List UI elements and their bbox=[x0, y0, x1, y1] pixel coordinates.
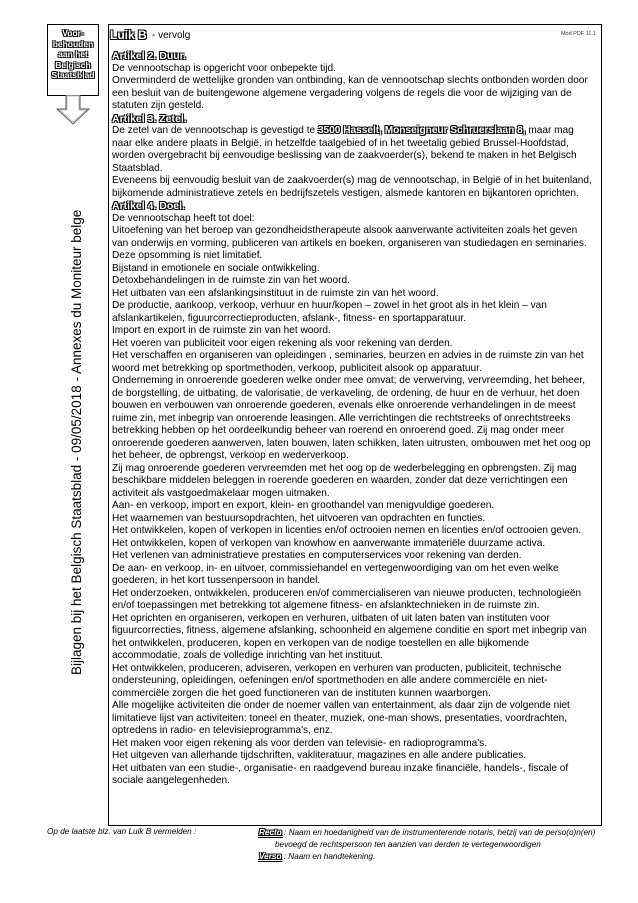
footer-instruction: Op de laatste blz. van Luik B vermelden : bbox=[47, 827, 197, 836]
purpose-list bbox=[112, 213, 596, 788]
purpose-paragraph: Het onderzoeken, ontwikkelen, produceren en/of commercialiseren van nieuwe producten, technologieën en/of toepassingen met betrekking tot algemene fitness- en afslanktechnieken in de ruimste zin. bbox=[112, 587, 582, 611]
footer-verso-line bbox=[259, 851, 609, 863]
page-header bbox=[110, 28, 600, 44]
purpose-paragraph: Onderneming in onroerende goederen welke onder mee omvat; de verwerving, vervreemding, het beheer, de borgstelling, de uitbating, de valorisatie, de verkaveling, de ordening, de huur en de verhuur, het doen bouwen en verbouwen van onroerende goederen, evenals elke onroerende verhandelingen in de meest ruime zin, met inbegrip van onroerende leasingen. Alle verrichtingen die rechtstreeks of onrechtstreeks betrekking hebben op het oordeelkundig beheer van roerend en onroerend goed. Zij mag onder meer onroerende goederen aanwerven, laten bouwen, laten schikken, laten uitrusten, ombouwen met het oog op het beheer, de opbrengst, verkoop en wederverkoop. bbox=[112, 375, 591, 461]
paragraph: Eveneens bij eenvoudig besluit van de zaakvoerder(s) mag de vennootschap, in België of in het buitenland, bijkomende administratieve zetels en bedrijfszetels vestigen, alsmede kantoren en bijkantoren oprichten. bbox=[112, 175, 592, 199]
reserved-box-line: aan het bbox=[58, 49, 88, 59]
paragraph bbox=[112, 125, 596, 175]
purpose-paragraph: Het voeren van publiciteit voor eigen rekening als voor rekening van derden. bbox=[112, 337, 453, 349]
footer-recto-line2: bevoegd de rechtspersoon ten aanzien van derden te vertegenwoordigen bbox=[275, 840, 541, 849]
purpose-paragraph: Detoxbehandelingen in de ruimste zin van het woord. bbox=[112, 275, 350, 286]
purpose-paragraph: Het maken voor eigen rekening als voor derden van televisie- en radioprogramma's. bbox=[112, 737, 488, 749]
purpose-paragraph: Het ontwikkelen, kopen of verkopen van knowhow en aanverwante immateriële duurzame activa. bbox=[112, 537, 546, 549]
purpose-paragraph: Het waarnemen van bestuursopdrachten, het uitvoeren van opdrachten en functies. bbox=[112, 512, 486, 524]
purpose-paragraph: Het verschaffen en organiseren van opleidingen , seminaries, beurzen en advies in de ruimste zin van het woord met betrekking op sportmethoden, verkoop, publiciteit alsook op apparatuur. bbox=[112, 350, 584, 374]
purpose-paragraph: Uitoefening van het beroep van gezondheidstherapeute alsook aanverwante activiteiten zoals het geven van onderwijs en vorming, publiceren van artikels en boeken, organiseren van studiedagen en seminaries. Deze opsomming is niet limitatief. bbox=[112, 225, 587, 261]
purpose-paragraph: Bijstand in emotionele en sociale ontwikkeling. bbox=[112, 262, 320, 274]
purpose-paragraph: Aan- en verkoop, import en export, klein- en groothandel van menigvuldige goederen. bbox=[112, 500, 495, 511]
paragraph: Onverminderd de wettelijke gronden van ontbinding, kan de vennootschap slechts ontbonden worden door een besluit van de buitengewone algemene vergadering volgens de regels die voor de wijziging van de statuten zijn gesteld. bbox=[112, 75, 588, 111]
recto-label: Recto bbox=[259, 828, 282, 837]
document-body bbox=[112, 50, 596, 788]
purpose-paragraph: De vennootschap heeft tot doel: bbox=[112, 212, 255, 224]
purpose-paragraph: Het verlenen van administratieve prestaties en computerservices voor rekening van derden. bbox=[112, 550, 522, 561]
article-heading: Artikel 3. Zetel. bbox=[112, 112, 187, 125]
footer-notes bbox=[259, 827, 609, 863]
section-title: Luik B bbox=[110, 28, 147, 42]
reserved-box-line: behouden bbox=[52, 38, 94, 49]
reserved-box-line: Staatsblad bbox=[51, 70, 95, 80]
article-heading: Artikel 4. Doel. bbox=[112, 200, 185, 212]
footer-recto-line bbox=[259, 827, 609, 839]
recto-text: : Naam en hoedanigheid van de instrumenterende notaris, hetzij van de perso(o)n(en) bbox=[281, 828, 596, 837]
form-version: Mod PDF 11.1 bbox=[560, 31, 596, 37]
down-arrow-icon bbox=[53, 95, 93, 125]
publication-reference: Bijlagen bij het Belgisch Staatsblad - 09/05/2018 - Annexes du Moniteur belge bbox=[69, 209, 84, 675]
purpose-paragraph: Alle mogelijke activiteiten die onder de noemer vallen van entertainment, als daar zijn de volgende niet limitatieve lijst van activiteiten: toneel en theater, muziek, one-man shows, presentaties, voordrachten, optredens in radio- en televisieprogramma's, enz. bbox=[112, 700, 570, 736]
purpose-paragraph: Import en export in de ruimste zin van het woord. bbox=[112, 325, 331, 336]
text-run: De zetel van de vennootschap is gevestigd te bbox=[112, 125, 318, 136]
registered-address: 3500 Hasselt, Monseigneur Schruerslaan 8, bbox=[317, 125, 526, 136]
purpose-paragraph: De aan- en verkoop, in- en uitvoer, commissiehandel en vertegenwoordiging van om het even welke goederen, in het kort tussenpersoon in handel. bbox=[112, 562, 559, 586]
text-run: maar mag naar elke andere plaats in België, in hetzelfde taalgebied of in het tweetalig gebied Brussel-Hoofdstad, worden overgebracht bij eenvoudige beslissing van de zaakvoerder(s), bekend te maken in het Belgisch Staatsblad. bbox=[112, 125, 577, 174]
article-heading: Artikel 2. Duur. bbox=[112, 50, 187, 62]
reserved-box-line: Voor- bbox=[62, 28, 84, 38]
purpose-paragraph: Het oprichten en organiseren, verkopen en verhuren, uitbaten of uit laten baten van instituten voor figuurcorrecties, fitness, algemene afslanking, schoonheid en algemene conditie en sport met inbegrip van het ontwikkelen, produceren, kopen en verkopen van de nodige toestellen en alle bijkomende accommodatie, zoals de volledige inrichting van het instituut. bbox=[112, 612, 587, 661]
purpose-paragraph: De productie, aankoop, verkoop, verhuur en huur/kopen – zowel in het groot als in het klein – van afslankartikelen, figuurcorrectieproducten, afslank-, fitness- en sportapparatuur. bbox=[112, 300, 547, 324]
purpose-paragraph: Het uitgeven van allerhande tijdschriften, vakliteratuur, magazines en alle andere publicaties. bbox=[112, 750, 527, 761]
verso-label: Verso bbox=[259, 852, 282, 861]
reserved-box-label bbox=[48, 28, 98, 81]
purpose-paragraph: Het uitbaten van een studie-, organisatie- en raadgevend bureau inzake financiële, handels-, fiscale of sociale aangelegenheden. bbox=[112, 762, 569, 786]
purpose-paragraph: Het ontwikkelen, kopen of verkopen in licenties en/of octrooien nemen en licenties en/of octrooien geven. bbox=[112, 525, 582, 536]
verso-text: : Naam en handtekening. bbox=[281, 852, 376, 861]
reserved-box bbox=[47, 24, 99, 96]
paragraph: De vennootschap is opgericht voor onbepekte tijd. bbox=[112, 62, 336, 74]
reserved-box-line: Belgisch bbox=[55, 59, 91, 70]
purpose-paragraph: Het ontwikkelen, produceren, adviseren, verkopen en verhuren van producten, publiciteit, technische ondersteuning, opleidingen, oefeningen en/of sportmethoden en alle andere commerciële en niet-commerciële zorgen die het goed functioneren van de instituten kunnen waarborgen. bbox=[112, 662, 562, 699]
purpose-paragraph: Zij mag onroerende goederen vervreemden met het oog op de wederbelegging en opbrengsten. Zij mag beschikbare middelen beleggen in roerende goederen en waarden, zonder dat deze verrichtingen een activiteit als vastgoedmakelaar mogen uitmaken. bbox=[112, 462, 577, 499]
section-subtitle: - vervolg bbox=[152, 30, 191, 41]
purpose-paragraph: Het uitbaten van een afslankingsinstituut in de ruimste zin van het woord. bbox=[112, 287, 439, 299]
